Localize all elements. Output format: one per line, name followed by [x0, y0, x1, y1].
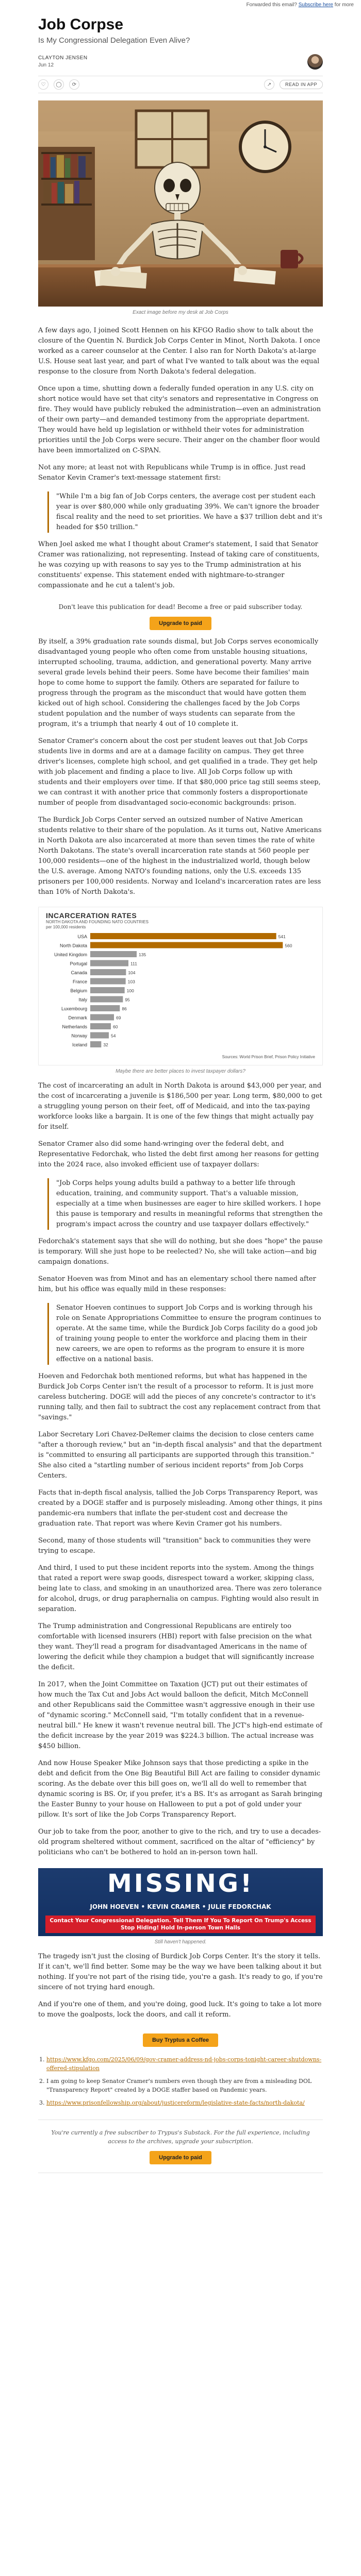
paragraph: The cost of incarcerating an adult in North Dakota is around $43,000 per year, and the cost of incarcerating a juvenile is $186,500 per year. Long term, $80,000 to get a struggling young person on their feet, off of Medicaid, and into the tax-paying workforce looks like a bargain. It is one of the few things that might actually pay for itself. — [38, 1082, 322, 1131]
chart-bar — [90, 960, 128, 967]
chart-value-label: 54 — [111, 1033, 116, 1039]
chart-value-label: 560 — [285, 943, 292, 948]
paragraph: In 2017, when the Joint Committee on Taxation (JCT) put out their estimates of how much the Tax Cut and Jobs Act would balloon the deficit, Mitch McConnell and other Republicans said the Committee wasn't aggressive enough in their use of "dynamic scoring." McConnell said, "I'm totally confident that in a revenue-neutral bill." He knew it wasn't revenue neutral bill. The JCT's high-end estimate of the deficit increase by the year 2019 was $224.3 billion. The actual increase was $450 billion. — [38, 1681, 322, 1750]
subscribe-link[interactable]: Subscribe here — [298, 2, 333, 8]
footnotes — [38, 2055, 323, 2107]
chart-category-label: France — [72, 979, 87, 985]
chart-category-label: Canada — [71, 970, 87, 975]
footnote-item — [46, 2098, 323, 2107]
paragraph: Senator Cramer also did some hand-wringing over the federal debt, and Representative Fedorchak, who listed the debt first among her reasons for getting into the 2024 race, also invoked efficient use of taxpayer dollars: — [38, 1140, 319, 1168]
chart-category-label: Italy — [78, 997, 87, 1003]
chart-category-label: Luxembourg — [61, 1006, 87, 1011]
byline-row — [38, 54, 323, 70]
chart-unit: per 100,000 residents — [46, 925, 86, 929]
chart-bar — [90, 1005, 120, 1011]
byline — [38, 55, 88, 69]
chart-category-label: Belgium — [70, 988, 87, 993]
paragraph: A few days ago, I joined Scott Hennen on his KFGO Radio show to talk about the closure of the Quentin N. Burdick Job Corps Center in Minot, North Dakota. I once worked as a career counselor at the Center. I also ran for North Dakota's at-large U.S. House seat last year, and part of what I've wanted to talk about was the equal response to the closure from North Dakota's federal delegation. — [38, 327, 320, 376]
chart-value-label: 95 — [125, 997, 130, 1003]
chart-value-label: 60 — [113, 1024, 118, 1029]
paragraph: Not any more; at least not with Republicans while Trump is in office. Just read Senator Kevin Cramer's text-message statement first: — [38, 464, 306, 482]
paragraph: Senator Hoeven was from Minot and has an elementary school there named after him, but his office was equally mild in these responses: — [38, 1275, 316, 1293]
footnote-link[interactable]: https://www.kfgo.com/2025/06/09/gov-cramer-address-nd-jobs-corps-tonight-career-shutdowns-offered-stipulation — [46, 2056, 322, 2072]
chart-value-label: 100 — [126, 988, 134, 993]
banner-tagline: Contact Your Congressional Delegation. Tell Them If You To Report On Trump's Access Stop Hiding! Hold In-person Town Halls — [45, 1916, 316, 1933]
chart-category-label: Portugal — [70, 961, 87, 967]
paragraph: Second, many of those students will "transition" back to communities they were trying to escape. — [38, 1537, 311, 1555]
hero-caption: Exact image before my desk at Job Corps — [133, 310, 228, 315]
blockquote-cramer — [47, 492, 323, 533]
chart-value-label: 104 — [128, 970, 136, 975]
upgrade-button-bottom[interactable]: Upgrade to paid — [150, 2151, 211, 2164]
chart-bar — [90, 978, 126, 985]
forward-note: Forwarded this email? Subscribe here for more — [246, 2, 354, 8]
chart-bar — [90, 969, 126, 975]
paragraph: The Burdick Job Corps Center served an outsized number of Native American students relative to their share of the population. As it turns out, Native Americans in North Dakota are also incarcerated at more than seven times the rate of white North Dakotans. The state's overall incarceration rate stands at 560 people per 100,000 residents—one of the highest in the industrialized world, though below the U.S. average. Among NATO's founding nations, only the U.S. exceeds 135 prisoners per 100,000 residents. Norway and Iceland's incarceration rates are less than 10% of North Dakota's. — [38, 816, 322, 896]
article — [38, 15, 323, 2173]
read-in-app-button[interactable]: READ IN APP — [280, 80, 323, 89]
chart-category-label: USA — [77, 934, 87, 939]
incarceration-chart — [38, 907, 323, 1065]
chart-bar — [90, 1032, 109, 1039]
chart-subtitle: NORTH DAKOTA AND FOUNDING NATO COUNTRIES — [46, 920, 149, 924]
chart-title: INCARCERATION RATES — [46, 911, 137, 920]
promo-text: Don't leave this publication for dead! Become a free or paid subscriber today. — [58, 603, 303, 611]
quote-text: "While I'm a big fan of Job Corps centers, the average cost per student each year is over $80,000 while only graduating 39%. We can't ignore the broader fiscal reality and the need to set priorities. We have a $37 trillion debt and it's headed for $50 trillion." — [56, 493, 322, 531]
footnote-link[interactable]: https://www.prisonfellowship.org/about/justicereform/legislative-state-facts/north-dakota/ — [46, 2099, 305, 2106]
banner-caption: Still haven't happened. — [154, 1939, 207, 1945]
paragraph: The Trump administration and Congressional Republicans are entirely too comfortable with licensed insurers (HBI) report with false precision on the what they want. They'll read a program for disadvantaged Americans in the name of lowering the deficit while they champion a budget that will significantly increase the deficit. — [38, 1622, 315, 1671]
coffee-box — [38, 2028, 323, 2047]
action-bar — [38, 76, 323, 93]
chart-plot — [46, 930, 315, 1053]
chart-value-label: 86 — [122, 1006, 127, 1011]
buy-coffee-button[interactable]: Buy Tryptus a Coffee — [143, 2033, 218, 2047]
chart-value-label: 111 — [130, 961, 137, 967]
chart-bar — [90, 987, 125, 993]
paragraph: Hoeven and Fedorchak both mentioned reforms, but what has happened in the Burdick Job Corps Center isn't the result of a processor to reform. It is just more careless butchering. DOGE will add the pieces of any concrete's contractor to it's running tally, and then fail to subtract the cost any replacement contract from that "savings." — [38, 1372, 321, 1421]
heart-icon[interactable]: ♡ — [38, 79, 48, 90]
paragraph: When Joel asked me what I thought about Cramer's statement, I said that Senator Cramer was rationalizing, not representing. Instead of taking care of constituents, he was cozying up with reasons to say yes to the Trump administration at his constituents' expense. This statement ended with nightmare-to-stranger compassionate and he cut a talent's job. — [38, 540, 320, 589]
chart-bar — [90, 1014, 114, 1021]
paragraph: Our job to take from the poor, another to give to the rich, and try to use a decades-old program sheltered without comment, sacrificed on the altar of "efficiency" by politicians who can't be bothered to hold an in-person town hall. — [38, 1828, 321, 1856]
footnote-item: 2. I am going to keep Senator Cramer's numbers even though they are from a misleading DOL "Transparency Report" created by a DOGE staffer based on Pandemic years. — [46, 2077, 323, 2094]
chart-source: Sources: World Prison Brief, Prison Policy Initiative — [222, 1055, 315, 1059]
upgrade-box — [38, 2120, 323, 2173]
chart-bar — [90, 942, 283, 948]
chart-value-label: 69 — [116, 1015, 121, 1021]
share-icon[interactable]: ↗ — [264, 79, 274, 90]
chart-category-label: Denmark — [68, 1015, 87, 1021]
quote-text: "Job Corps helps young adults build a pathway to a better life through education, training, and community support. That's a valuable mission, especially at a time when businesses are eager to hire skilled workers. I hope this pause is temporary and results in meaningful reforms that strengthen the program's impact across the country and use taxpayer dollars effectively." — [56, 1179, 323, 1228]
comment-icon[interactable]: ◯ — [54, 79, 64, 90]
paragraph: Facts that in-depth fiscal analysis, tallied the Job Corps Transparency Report, was created by a DOGE staffer and is purposely misleading. Among other things, it pins pandemic-era numbers that inflate the per-student cost and decrease the graduation rate. That report was where Kevin Cramer got his numbers. — [38, 1489, 323, 1528]
post-title: Job Corpse — [38, 16, 124, 33]
chart-category-label: North Dakota — [59, 943, 87, 948]
hero-image — [38, 100, 323, 307]
footnote-item — [46, 2055, 323, 2073]
blockquote-fedorchak — [47, 1178, 323, 1230]
chart-value-label: 541 — [278, 934, 286, 939]
avatar[interactable] — [307, 54, 323, 70]
chart-value-label: 135 — [139, 952, 146, 957]
chart-value-label: 32 — [103, 1042, 108, 1047]
author-name[interactable]: CLAYTON JENSEN — [38, 55, 88, 61]
chart-category-label: Iceland — [72, 1042, 87, 1047]
action-right — [264, 79, 323, 90]
paragraph: Senator Cramer's concern about the cost per student leaves out that Job Corps students live in dorms and are at a damage facility on campus. They get three driver's licenses, complete high school, and get qualified in a trade. They get help with job placement and finding a place to live. All Job Corps follow up with students and their employers over time. If that $80,000 price tag still seems steep, we can contrast it with another price that commonly fosters a disproportionate number of people from disadvantaged socio-economic backgrounds: prison. — [38, 737, 321, 807]
missing-banner — [38, 1868, 323, 1936]
paragraph: Labor Secretary Lori Chavez-DeRemer claims the decision to close centers came "after a thorough review," but an "in-depth fiscal analysis" and that the department is "committed to ensuring all participants are supported through this transition." She also cited a "startling number of serious incident reports" from Job Corps Centers. — [38, 1431, 322, 1480]
chart-bar — [90, 933, 276, 939]
quote-text: Senator Hoeven continues to support Job Corps and is working through his role on Senate Appropriations Committee to ensure the program continues to operate. At the same time, while the Burdick Job Corps facility do a good job of training young people to enter the workforce and placing them in their new careers, we are open to reforms as the program to ensure it is more effective on a national basis. — [56, 1304, 321, 1363]
blockquote-hoeven — [47, 1303, 323, 1365]
paragraph: By itself, a 39% graduation rate sounds dismal, but Job Corps serves economically disadvantaged young people who often come from unstable housing situations, interrupted schooling, trauma, addiction, and generational poverty. Many arrive several grade levels behind their peers. Some have become their families' main hope to come home to support the family. Others are separated for failure to progress through the program as the misconduct that would have gotten them kicked out of high school. Considering the challenges faced by the Job Corps student population and the number of ways students can separate from the program, it's a triumph that nearly 4 out of 10 complete it. — [38, 638, 319, 728]
banner-names: JOHN HOEVEN • KEVIN CRAMER • JULIE FEDORCHAK — [90, 1903, 271, 1910]
chart-value-label: 103 — [127, 979, 135, 985]
subscribe-promo — [38, 602, 323, 630]
chart-category-label: Norway — [71, 1033, 87, 1039]
paragraph: Once upon a time, shutting down a federally funded operation in any U.S. city on short notice would have set that city's senators and representative in Congress on fire. They would have publicly rebuked the administration—even an administration of their own party—and demanded testimony from the appropriate department. They would have held up legislation or withheld their votes for administration priorities until the Job Corps were secure. Their anger on the chamber floor would have been immortalized on C-SPAN. — [38, 385, 321, 454]
post-date: Jun 12 — [38, 62, 54, 68]
chart-category-label: United Kingdom — [54, 952, 87, 957]
chart-category-label: Netherlands — [62, 1024, 87, 1029]
chart-bar — [90, 1041, 101, 1047]
chart-bar — [90, 951, 137, 957]
paragraph: And third, I used to put these incident reports into the system. Among the things that rated a report were swap goods, disrespect toward a worker, skipping class, being late to class, and smoking in an unauthorized area. There was zero tolerance for alcohol, drugs, or drug paraphernalia on campus. Fighting would also result in separation. — [38, 1564, 322, 1613]
upgrade-button[interactable]: Upgrade to paid — [150, 617, 211, 630]
paragraph: And now House Speaker Mike Johnson says that those predicting a spike in the debt and deficit from the One Big Beautiful Bill Act are failing to consider dynamic scoring. As the debate over this bill goes on, we'll all do well to remember that dynamic scoring is BS. Or, if you prefer, it's a BS. It's as arrogant as Sarah bringing the Easter Bunny to your house on Halloween to put a pot of gold under your pillow. It's sort of like the Job Corps Transparency Report. — [38, 1759, 323, 1819]
paragraph: And if you're one of them, and you're doing, good luck. It's going to take a lot more to move the goalposts, lock the doors, and call it reform. — [38, 2001, 322, 2019]
banner-headline: MISSING! — [107, 1869, 254, 1898]
upgrade-text: You're currently a free subscriber to Trypus's Substack. For the full experience, including access to the archives, upgrade your subscription. — [51, 2129, 310, 2145]
post-body — [38, 326, 323, 2173]
chart-bar — [90, 996, 123, 1003]
post-subtitle: Is My Congressional Delegation Even Alive? — [38, 36, 190, 45]
skeleton-office-illustration — [38, 100, 323, 307]
paragraph: Fedorchak's statement says that she will do nothing, but she does "hope" the pause is temporary. Will she just hope to be reelected? No, she will take action—and big campaign donations. — [38, 1238, 323, 1266]
chart-caption: Maybe there are better places to invest taxpayer dollars? — [116, 1069, 245, 1074]
restack-icon[interactable]: ⟳ — [69, 79, 79, 90]
paragraph: The tragedy isn't just the closing of Burdick Job Corps Center. It's the story it tells. If it can't, we'll find better. Some may be the way we have been talking about it but nothing. If you're not part of the rising tide, you're a gash. It's ready to go, if you're sincere of not trying hard enough. — [38, 1953, 323, 1991]
action-icons — [38, 79, 79, 90]
chart-bar — [90, 1023, 111, 1029]
